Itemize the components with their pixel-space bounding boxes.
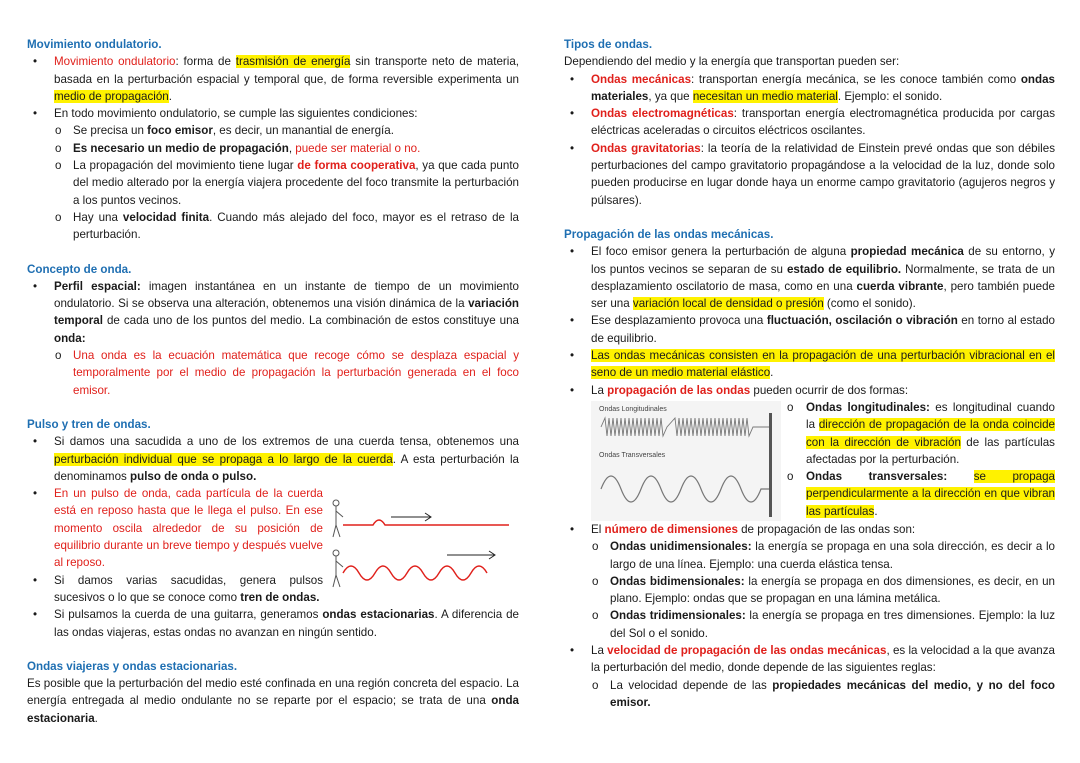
list-item: • Ondas electromagnéticas: transportan energía electromagnética producida por cargas eléctricas aceleradas o circuitos eléctricos oscilantes. <box>570 107 1055 138</box>
sub-list-item: o Ondas unidimensionales: la energía se propaga en una sola dirección, es decir a lo largo de una línea. Ejemplo: una cuerda elástica tensa. <box>592 540 1055 571</box>
section-title-concepto: Concepto de onda. <box>27 262 132 276</box>
list-item: • Movimiento ondulatorio: forma de trasmisión de energía sin transporte neto de materia, basada en la perturbación espacial y temporal que, de forma reversible experimenta un medio de propagación. <box>33 55 519 103</box>
wave-types-figure <box>591 401 781 521</box>
list-item: • Ondas mecánicas: transportan energía mecánica, se les conoce también como ondas materiales, ya que necesitan un medio material. Ejemplo: el sonido. <box>570 72 1055 103</box>
hand-figure-bottom <box>333 550 343 587</box>
list-item: • Ese desplazamiento provoca una fluctuación, oscilación o vibración en torno al estado de equilibrio. <box>570 314 1055 345</box>
sub-list-item: o Hay una velocidad finita. Cuando más alejado del foco, mayor es el retraso de la perturbación. <box>55 210 520 242</box>
arrow-top <box>391 513 431 521</box>
list-item: • Las ondas mecánicas consisten en la propagación de una perturbación vibracional en el seno de un medio material elástico. <box>570 349 1055 380</box>
list-item: • El foco emisor genera la perturbación de alguna propiedad mecánica de su entorno, y los puntos vecinos se separan de su estado de equilibrio. Normalmente, se trata de un desplazamiento oscilatorio de masa, como en una cuerda vibrante, pero también puede ser una variación local de densidad o presión (como el sonido). <box>570 245 1056 311</box>
section-title-pulso: Pulso y tren de ondas. <box>27 417 151 431</box>
train-wave <box>343 566 487 580</box>
section-title-propagacion: Propagación de las ondas mecánicas. <box>564 227 774 241</box>
list-item: • Si damos varias sacudidas, genera pulsos sucesivos o lo que se conoce como tren de ondas. <box>33 573 323 604</box>
list-item: • La propagación de las ondas pueden ocurrir de dos formas: <box>570 383 909 397</box>
sub-list-item: o La velocidad depende de las propiedades mecánicas del medio, y no del foco emisor. <box>592 678 1055 709</box>
list-item: • Si pulsamos la cuerda de una guitarra, generamos ondas estacionarias. A diferencia de las ondas viajeras, estas ondas no avanzan en ningún sentido. <box>33 608 519 639</box>
list-item: • Ondas gravitatorias: la teoría de la relatividad de Einstein prevé ondas que son débiles perturbaciones del campo gravitatorio propagándose a la velocidad de la luz, donde solo pueden producirse en lugar donde haya un enorme campo gravitatorio (agujeros negros y púlsares). <box>570 141 1055 207</box>
pulse-train-figure <box>327 495 517 599</box>
section-title-tipos: Tipos de ondas. <box>564 38 653 51</box>
left-column <box>27 36 519 727</box>
wave-types-block <box>564 399 1055 521</box>
fig-label-transversal: Ondas Transversales <box>599 451 666 459</box>
sub-list-item: o Ondas tridimensionales: la energía se propaga en tres dimensiones. Ejemplo: la luz del Sol o el sonido. <box>592 609 1055 640</box>
paragraph: Es posible que la perturbación del medio esté confinada en una región concreta del espacio. La energía entregada al medio ondulante no se reparte por el espacio; se trata de una onda estacionaria. <box>27 677 519 725</box>
sub-list-item: o Ondas longitudinales: es longitudinal cuando la dirección de propagación de la onda coincide con la dirección de vibración de las partículas afectadas por la perturbación. <box>787 400 1055 466</box>
fig-label-longitudinal: Ondas Longitudinales <box>599 405 667 413</box>
sub-list-item: o Es necesario un medio de propagación, puede ser material o no. <box>55 141 421 155</box>
paragraph: Dependiendo del medio y la energía que transportan pueden ser: <box>564 55 900 69</box>
section-title-movimiento: Movimiento ondulatorio. <box>27 38 162 51</box>
sub-list-item: o Ondas bidimensionales: la energía se propaga en dos dimensiones, es decir, en un plano. Ejemplo: ondas que se propagan en una lámina metálica. <box>592 574 1055 606</box>
list-item: • El número de dimensiones de propagación de las ondas son: <box>570 522 916 536</box>
wall <box>769 413 772 517</box>
list-item: • En un pulso de onda, cada partícula de la cuerda está en reposo hasta que le llega el pulso. En ese momento oscila alrededor de su posición de equilibrio durante un breve tiempo y después vuelve al reposo. <box>33 487 323 570</box>
list-item: • Si damos una sacudida a uno de los extremos de una cuerda tensa, obtenemos una perturbación individual que se propaga a lo largo de la cuerda. A esta perturbación la denominamos pulso de onda o pulso. <box>33 435 520 483</box>
list-item: • La velocidad de propagación de las ondas mecánicas, es la velocidad a la que avanza la perturbación del medio, donde depende de las siguientes reglas: <box>570 644 1055 675</box>
pulse-block <box>27 485 519 606</box>
sub-list-item: o La propagación del movimiento tiene lugar de forma cooperativa, ya que cada punto del medio alterado por la energía viajera procedente del foco transmite la perturbación a los puntos vecinos. <box>55 159 519 207</box>
list-item: • En todo movimiento ondulatorio, se cumple las siguientes condiciones: <box>33 107 418 121</box>
sub-list-item: o Se precisa un foco emisor, es decir, un manantial de energía. <box>55 124 394 138</box>
sub-list-item: o Una onda es la ecuación matemática que recoge cómo se desplaza espacial y temporalmente por el medio de propagación la perturbación generada en el foco emisor. <box>55 349 519 397</box>
hand-figure-top <box>333 500 343 537</box>
section-title-viajeras: Ondas viajeras y ondas estacionarias. <box>27 659 238 673</box>
arrow-bottom <box>447 551 495 559</box>
list-item: • Perfil espacial: imagen instantánea en un instante de tiempo de un movimiento ondulatorio. Si se observa una alteración, obtenemos una visión dinámica de la variación temporal de cada uno de los puntos del medio. La combinación de estos constituye una onda: <box>33 279 519 345</box>
right-column <box>564 36 1055 711</box>
sub-list-item: o Ondas transversales: se propaga perpendicularmente a la dirección en que vibran las partículas. <box>787 470 1055 518</box>
